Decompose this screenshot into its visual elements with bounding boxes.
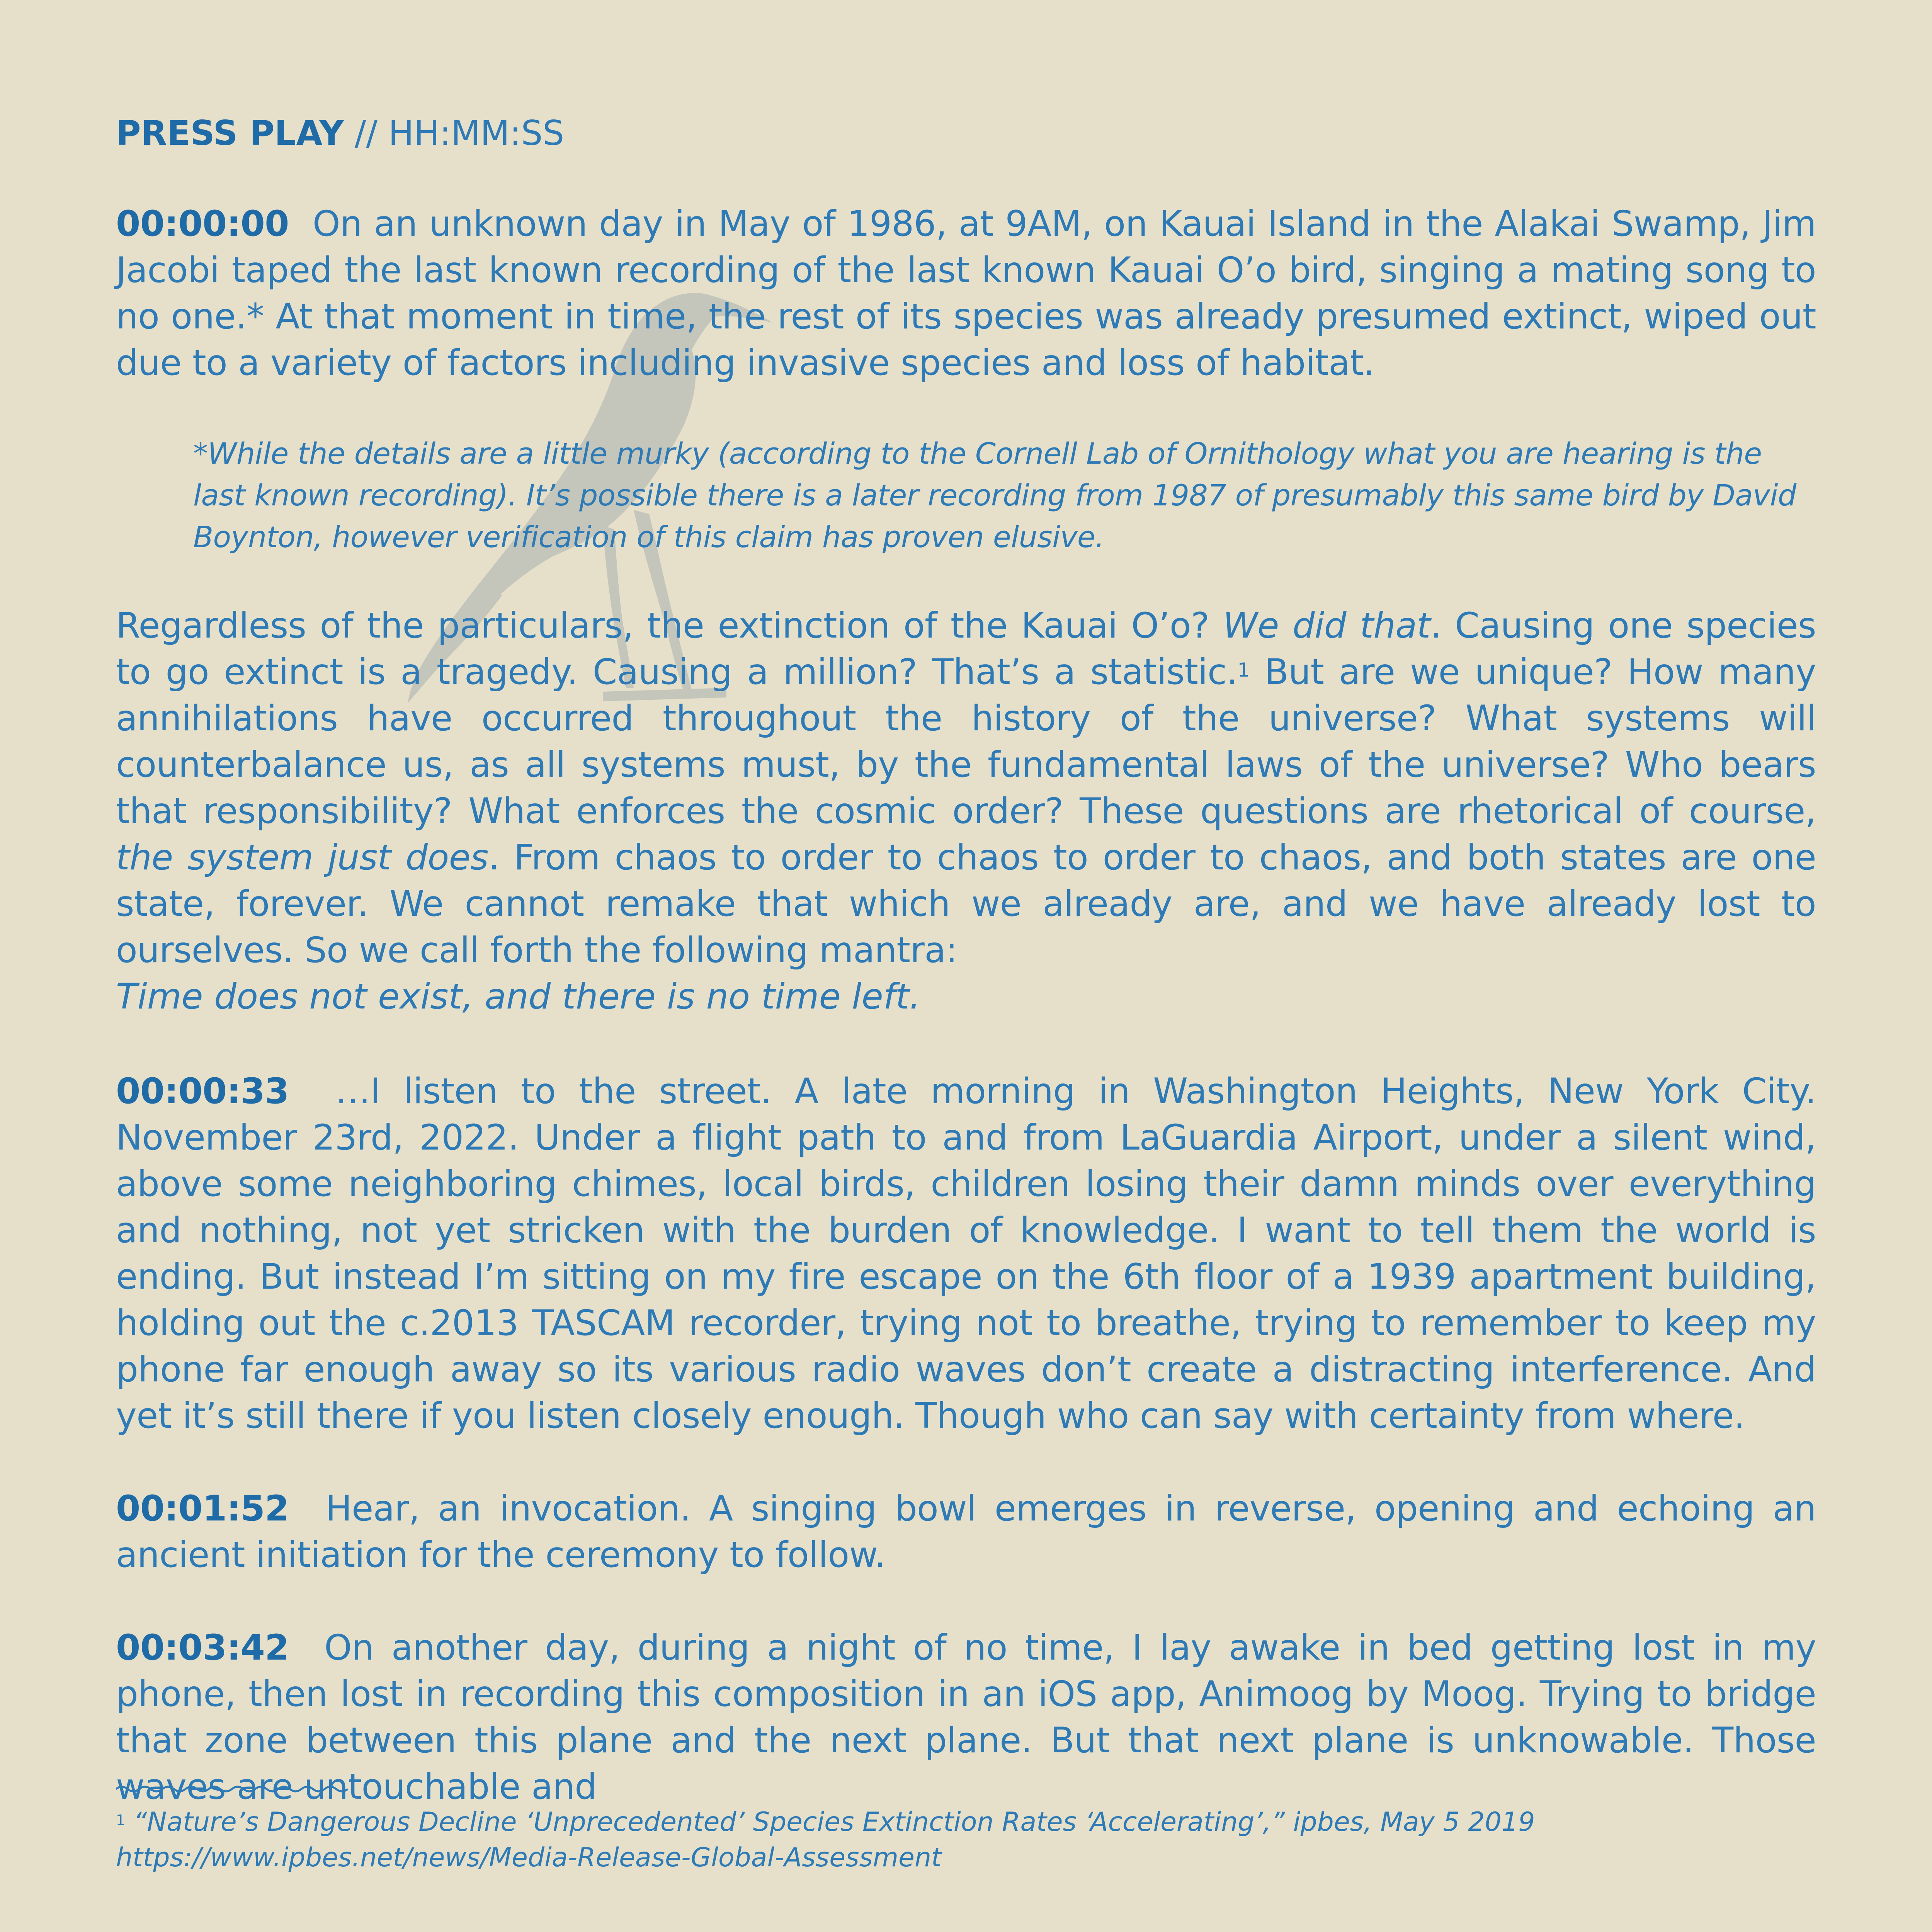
footnote-number: 1 bbox=[116, 1811, 125, 1828]
timestamp: 00:00:33 bbox=[116, 1071, 289, 1112]
reflection-text-1: Regardless of the particulars, the extinction of the Kauai O’o? bbox=[116, 605, 1223, 646]
reflection-text-4: . From chaos to order to chaos to order to chaos, and both states are one state, forever. We cannot remake that which we already are, and we have already lost to ourselves. So we call forth the following mantra: bbox=[116, 837, 1816, 971]
header-format: HH:MM:SS bbox=[388, 113, 565, 153]
document-page bbox=[116, 0, 1816, 1932]
section-text: …I listen to the street. A late morning in Washington Heights, New York City. November 23rd, 2022. Under a flight path to and from LaGuardia Airport, under a silent wind, above some neighboring chimes, local birds, children losing their damn minds over everything and nothing, not yet stricken with the burden of knowledge. I want to tell them the world is ending. But instead I’m sitting on my fire escape on the 6th floor of a 1939 apartment building, holding out the c.2013 TASCAM recorder, trying not to breathe, trying to remember to keep my phone far enough away so its various radio waves don’t create a distracting interference. And yet it’s still there if you listen closely enough. Though who can say with certainty from where. bbox=[116, 1071, 1816, 1436]
timestamp: 00:03:42 bbox=[116, 1628, 289, 1668]
timestamp: 00:00:00 bbox=[116, 204, 289, 244]
footnote-url-link[interactable]: https://www.ipbes.net/news/Media-Release-Global-Assessment bbox=[116, 1842, 942, 1873]
reflection-emphasis-1: We did that bbox=[1223, 605, 1430, 646]
section-00-03-42 bbox=[116, 1625, 1816, 1810]
section-text: On another day, during a night of no time, I lay awake in bed getting lost in my phone, then lost in recording this composition in an iOS app, Animoog by Moog. Trying to bridge that zone between this plane and the next plane. But that next plane is unknowable. Those waves are untouchable and bbox=[116, 1628, 1816, 1807]
section-00-01-52 bbox=[116, 1486, 1816, 1578]
mantra: Time does not exist, and there is no time left. bbox=[116, 976, 921, 1017]
timestamp: 00:01:52 bbox=[116, 1488, 289, 1529]
section-00-00-00 bbox=[116, 201, 1816, 386]
section-00-00-33 bbox=[116, 1068, 1816, 1439]
reflection-text-2: . Causing one species to go extinct is a tragedy. Causing a million? That’s a statistic. bbox=[116, 605, 1816, 692]
footnote-divider-wavy-line bbox=[116, 1783, 352, 1795]
footnote-citation-text: “Nature’s Dangerous Decline ‘Unprecedented’ Species Extinction Rates ‘Accelerating’,” ipbes, May 5 2019 bbox=[125, 1807, 1535, 1837]
header-title: PRESS PLAY bbox=[116, 113, 344, 153]
page-header bbox=[116, 104, 564, 162]
reflection-paragraph bbox=[116, 603, 1816, 974]
asterisk-note: *While the details are a little murky (according to the Cornell Lab of Ornithology what you are hearing is the last known recording). It’s possible there is a later recording from 1987 of presumably this same bird by David Boynton, however verification of this claim has proven elusive. bbox=[193, 436, 1796, 554]
footnote bbox=[116, 1804, 1816, 1876]
footnote-citation bbox=[116, 1804, 1816, 1840]
section-text: Hear, an invocation. A singing bowl emerges in reverse, opening and echoing an ancient initiation for the ceremony to follow. bbox=[116, 1488, 1816, 1575]
footnote-reference[interactable]: 1 bbox=[1237, 659, 1250, 681]
header-separator: // bbox=[344, 113, 389, 153]
reflection-emphasis-2: the system just does bbox=[116, 837, 488, 878]
section-text: On an unknown day in May of 1986, at 9AM, on Kauai Island in the Alakai Swamp, Jim Jacobi taped the last known recording of the last known Kauai O’o bird, singing a mating song to no one.* At that moment in time, the rest of its species was already presumed extinct, wiped out due to a variety of factors including invasive species and loss of habitat. bbox=[116, 204, 1816, 383]
reflection-text-3: But are we unique? How many annihilations have occurred throughout the history of the universe? What systems will counterbalance us, as all systems must, by the fundamental laws of the universe? Who bears that responsibility? What enforces the cosmic order? These questions are rhetorical of course, bbox=[116, 652, 1816, 832]
